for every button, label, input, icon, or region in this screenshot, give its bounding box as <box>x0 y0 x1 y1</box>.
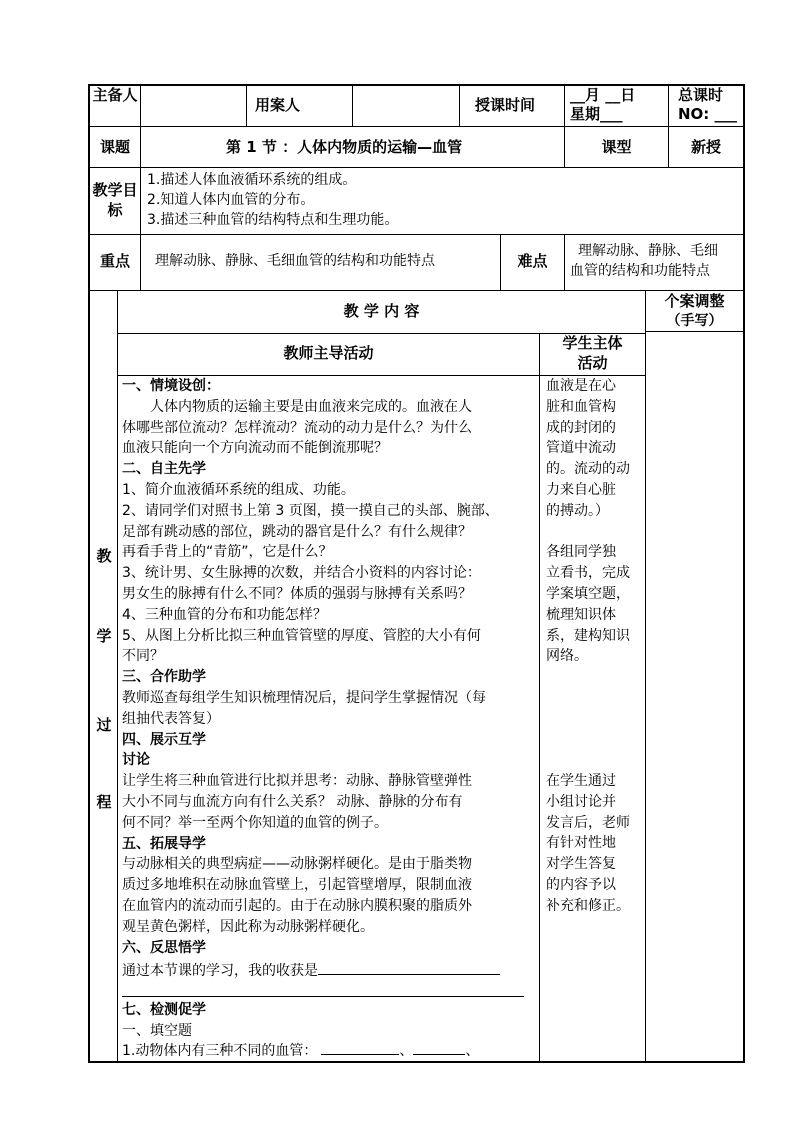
date-line: __月 __日 <box>570 86 636 104</box>
teacher-line: 让学生将三种血管进行比拟并思考：动脉、静脉管壁弹性 <box>122 773 472 790</box>
teacher-line: 3、统计男、女生脉搏的次数，并结合小资料的内容讨论： <box>122 565 481 582</box>
process-side-char: 教 <box>96 547 112 565</box>
goals-label: 教学目标 <box>92 181 138 219</box>
teacher-line: 不同？ <box>122 648 164 665</box>
teacher-line: 4、三种血管的分布和功能怎样？ <box>122 606 327 623</box>
student-line: 在学生通过 <box>546 773 616 789</box>
adjust-header-note: （手写） <box>666 313 723 329</box>
student-line: 的内容予以 <box>546 876 616 893</box>
student-line: 立看书，完成 <box>546 565 630 582</box>
time-label: 授课时间 <box>475 96 536 114</box>
student-line: 对学生答复 <box>546 856 616 873</box>
student-line: 有针对性地 <box>546 835 616 852</box>
fill-question-text: 1.动物体内有三种不同的血管： <box>122 1043 318 1059</box>
teacher-line: 1、简介血液循环系统的组成、功能。 <box>122 481 355 498</box>
student-line: 梳理知识体 <box>546 606 616 623</box>
teacher-line: 讨论 <box>122 752 150 769</box>
col-divider <box>352 84 353 127</box>
user-label: 用案人 <box>255 96 301 114</box>
student-activities <box>546 376 644 667</box>
student-line: 力来自心脏 <box>546 481 616 498</box>
teacher-line: 2、请同学们对照书上第 3 页图，摸一摸自己的头部、腕部、 <box>122 502 499 519</box>
fill-title: 一、填空题 <box>122 1023 192 1039</box>
teacher-line: 教师巡查每组学生知识梳理情况后，提问学生掌握情况（每 <box>122 689 486 706</box>
total-hours-label: 总课时 <box>678 86 724 104</box>
student-line: 学案填空题， <box>546 585 630 602</box>
teacher-line: 三、合作助学 <box>122 669 206 686</box>
teacher-line: 五、拓展导学 <box>122 835 206 852</box>
teacher-header: 教师主导活动 <box>283 344 374 362</box>
student-line: 补充和修正。 <box>546 897 630 914</box>
teacher-line: 何不同？举一至两个你知道的血管的例子。 <box>122 814 388 831</box>
total-no: NO: ___ <box>678 105 738 123</box>
col-divider <box>140 84 141 291</box>
student-line: 的。流动的动 <box>546 461 630 478</box>
teacher-line: 5、从图上分析比拟三种血管管壁的厚度、管腔的大小有何 <box>122 627 481 644</box>
teacher-activities <box>122 376 532 958</box>
teacher-line: 足部有跳动感的部位，跳动的器官是什么？有什么规律？ <box>122 523 472 540</box>
student-line: 脏和血管构 <box>546 398 616 415</box>
teacher-line: 二、自主先学 <box>122 461 206 478</box>
fill-question: 1.动物体内有三种不同的血管： 、 、 <box>122 1043 480 1059</box>
student-line: 成的封闭的 <box>546 419 616 436</box>
key-points-text: 理解动脉、静脉、毛细血管的结构和功能特点 <box>155 253 435 269</box>
teacher-line: 血液只能向一个方向流动而不能倒流那呢？ <box>122 440 388 457</box>
lesson-title: 第 1 节 ：人体内物质的运输—血管 <box>226 138 463 156</box>
col-divider <box>117 290 118 1063</box>
reflection-blank[interactable] <box>318 959 500 975</box>
student-line: 小组讨论并 <box>546 793 616 810</box>
teacher-line: 六、反思悟学 <box>122 939 206 956</box>
row-divider <box>88 234 744 235</box>
goal-item: 1.描述人体血液循环系统的组成。 <box>147 172 357 188</box>
row-divider <box>88 167 744 168</box>
weekday-line: 星期___ <box>570 105 623 123</box>
student-header: 学生主体 <box>562 334 623 352</box>
table-left-border <box>88 84 90 1063</box>
difficulty-line: 血管的结构和功能特点 <box>570 263 710 279</box>
col-divider <box>645 290 646 1063</box>
reflection-answer-line[interactable] <box>122 996 524 997</box>
teacher-line: 组抽代表答复） <box>122 710 220 727</box>
goal-item: 2.知道人体内血管的分布。 <box>147 192 315 208</box>
col-divider <box>539 333 540 1063</box>
student-line: 管道中流动 <box>546 440 616 457</box>
goal-item: 3.描述三种血管的结构特点和生理功能。 <box>147 212 399 228</box>
topic-label: 课题 <box>99 138 130 156</box>
table-top-border <box>88 84 744 86</box>
student-header: 活动 <box>577 354 608 372</box>
answer-blank[interactable] <box>413 1041 465 1055</box>
content-header: 教 学 内 容 <box>343 302 420 320</box>
process-side-char: 学 <box>96 627 112 645</box>
teacher-line: 四、展示互学 <box>122 731 206 748</box>
process-side-char: 程 <box>96 793 112 811</box>
row-divider <box>645 331 744 332</box>
difficulty-line: 理解动脉、静脉、毛细 <box>578 243 718 259</box>
student-line: 各组同学独 <box>546 544 616 561</box>
student-line <box>546 522 644 543</box>
teacher-line: 再看手背上的“青筋”，它是什么？ <box>122 544 333 561</box>
lesson-type-label: 课型 <box>601 138 632 156</box>
answer-blank[interactable] <box>321 1041 399 1055</box>
lesson-type-value: 新授 <box>690 138 721 156</box>
teacher-line: 观呈黄色粥样，因此称为动脉粥样硬化。 <box>122 918 374 935</box>
student-line: 网络。 <box>546 648 588 665</box>
col-divider <box>564 234 565 291</box>
adjust-header: 个案调整 <box>664 292 725 310</box>
teacher-line: 体哪些部位流动？怎样流动？流动的动力是什么？为什么 <box>122 419 472 436</box>
teacher-line: 与动脉相关的典型病症——动脉粥样硬化。是由于脂类物 <box>122 856 472 873</box>
col-divider <box>246 84 247 127</box>
table-right-border <box>743 84 745 1063</box>
teacher-line: 大小不同与血流方向有什么关系？ 动脉、静脉的分布有 <box>122 793 463 810</box>
teacher-line: 在血管内的流动而引起的。由于在动脉内膜积聚的脂质外 <box>122 897 472 914</box>
reflection-prompt-text: 通过本节课的学习，我的收获是 <box>122 963 318 979</box>
reflection-prompt <box>122 959 500 982</box>
col-divider <box>459 84 460 127</box>
student-line: 发言后，老师 <box>546 814 630 831</box>
teacher-line: 质过多地堆积在动脉血管壁上，引起管壁增厚，限制血液 <box>122 877 472 894</box>
difficulty-label: 难点 <box>517 252 548 270</box>
student-activities <box>546 771 644 917</box>
teacher-line: 人体内物质的运输主要是由血液来完成的。血液在人 <box>122 398 472 415</box>
process-side-char: 过 <box>96 716 112 734</box>
key-points-label: 重点 <box>99 252 130 270</box>
student-line: 的搏动。） <box>546 502 609 519</box>
student-line: 系，建构知识 <box>546 627 630 644</box>
student-line: 血液是在心 <box>546 378 616 394</box>
preparer-label: 主备人 <box>92 86 138 104</box>
check-title: 七、检测促学 <box>122 1002 206 1018</box>
teacher-line: 男女生的脉搏有什么不同？体质的强弱与脉搏有关系吗？ <box>122 585 472 602</box>
teacher-line: 一、情境设创： <box>122 378 220 394</box>
row-divider <box>88 126 744 127</box>
